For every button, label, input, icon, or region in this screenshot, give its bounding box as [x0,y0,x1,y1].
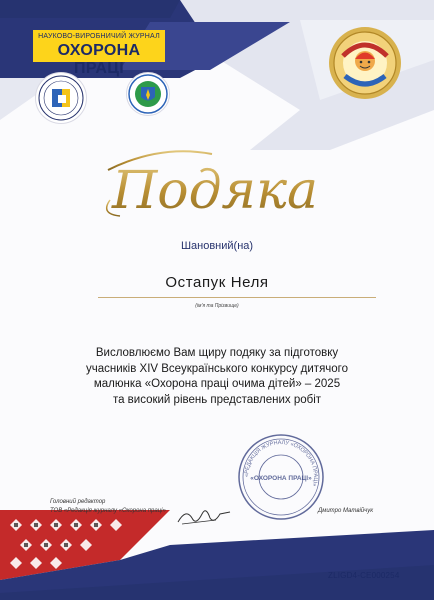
recipient-name: Остапук Неля [165,274,269,291]
official-stamp [236,432,326,522]
signatory-position [50,498,166,516]
message-line-1: Висловлюємо Вам щиру подяку за підготовку [95,347,339,359]
contest-logo [328,26,402,100]
thanks-message [40,346,394,408]
certificate-code: ZLIGD4-CE000254 [328,571,400,580]
stamp-outer-text: «РЕДАКЦІЯ ЖУРНАЛУ «ОХОРОНА ПРАЦІ» [243,439,319,487]
message-line-4: та високий рівень представлених робіт [112,393,322,406]
certificate-title [80,140,350,230]
handwritten-signature [176,504,232,528]
salutation: Шановний(на) [180,240,254,252]
partner-logo-2 [126,72,170,116]
name-underline [98,297,376,298]
stamp-center-text: «ОХОРОНА ПРАЦІ» [250,475,312,482]
journal-logo-box [33,30,165,77]
message-line-3: малюнка «Охорона праці очима дітей» – 2025 [93,378,341,390]
signatory-position-line-1: Головний редактор [50,499,106,505]
partner-logo-1 [35,72,87,124]
signatory-position-line-2: ТОВ «Редакція журналу «Охорона праці» [50,508,166,514]
name-hint: (ім'я та Прізвище) [195,303,239,309]
signatory-name: Дмитро Матвійчук [318,508,374,514]
title-text: Подяка [111,161,319,221]
journal-title: ОХОРОНА ПРАЦІ [57,42,141,77]
journal-subtitle: НАУКОВО-ВИРОБНИЧИЙ ЖУРНАЛ [38,33,160,40]
message-line-2: учасників XIV Всеукраїнського конкурсу дитячого [85,362,349,375]
